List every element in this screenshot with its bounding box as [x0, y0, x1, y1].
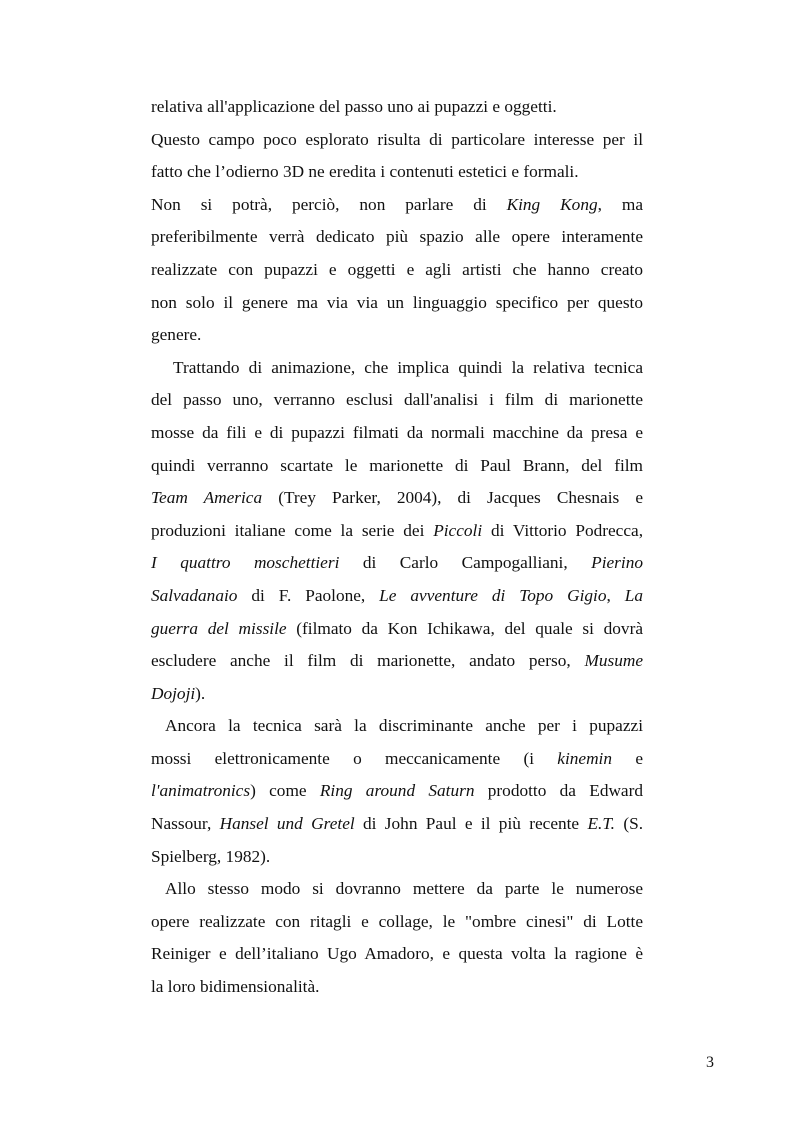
text-line-2: Questo campo poco esplorato risulta di particolare interesse per il	[151, 129, 643, 149]
text-line-27: Reiniger e dell’italiano Ugo Amadoro, e questa volta la ragione è	[151, 944, 643, 964]
text-line-18: escludere anche il film di marionette, andato perso, Musume	[151, 651, 643, 671]
text-line-6: realizzate con pupazzi e oggetti e agli artisti che hanno creato	[151, 259, 643, 279]
text-line-24: Spielberg, 1982).	[151, 846, 271, 866]
text-line-28: la loro bidimensionalità.	[151, 977, 320, 997]
text-line-19: Dojoji).	[151, 683, 206, 703]
text-line-1: relativa all'applicazione del passo uno ai pupazzi e oggetti.	[151, 97, 557, 116]
text-line-13: Team America (Trey Parker, 2004), di Jacques Chesnais e	[151, 488, 643, 508]
body-text	[151, 91, 643, 1004]
text-line-25: Allo stesso modo si dovranno mettere da parte le numerose	[165, 879, 643, 899]
text-line-20: Ancora la tecnica sarà la discriminante anche per i pupazzi	[165, 716, 643, 736]
text-line-10: del passo uno, verranno esclusi dall'analisi i film di marionette	[151, 390, 643, 410]
text-line-3: fatto che l’odierno 3D ne eredita i contenuti estetici e formali.	[151, 162, 579, 182]
text-line-17: guerra del missile (filmato da Kon Ichikawa, del quale si dovrà	[151, 618, 643, 638]
text-line-8: genere.	[151, 325, 202, 345]
text-line-14: produzioni italiane come la serie dei Piccoli di Vittorio Podrecca,	[151, 520, 644, 540]
text-line-26: opere realizzate con ritagli e collage, le "ombre cinesi" di Lotte	[151, 911, 643, 931]
text-line-9: Trattando di animazione, che implica quindi la relativa tecnica	[173, 357, 643, 377]
text-line-22: l'animatronics) come Ring around Saturn prodotto da Edward	[151, 781, 643, 801]
text-line-16: Salvadanaio di F. Paolone, Le avventure di Topo Gigio, La	[151, 585, 643, 605]
text-line-23: Nassour, Hansel und Gretel di John Paul e il più recente E.T. (S.	[151, 814, 644, 834]
text-line-21: mossi elettronicamente o meccanicamente (i kinemin e	[151, 748, 643, 768]
text-line-12: quindi verranno scartate le marionette di Paul Brann, del film	[151, 455, 643, 475]
text-line-7: non solo il genere ma via via un linguaggio specifico per questo	[151, 292, 643, 312]
text-line-11: mosse da fili e di pupazzi filmati da normali macchine da presa e	[151, 422, 643, 442]
text-line-15: I quattro moschettieri di Carlo Campogalliani, Pierino	[151, 553, 643, 573]
page-number: 3	[706, 1054, 714, 1071]
text-line-4: Non si potrà, perciò, non parlare di King Kong, ma	[151, 194, 643, 214]
text-line-5: preferibilmente verrà dedicato più spazio alle opere interamente	[151, 227, 643, 247]
